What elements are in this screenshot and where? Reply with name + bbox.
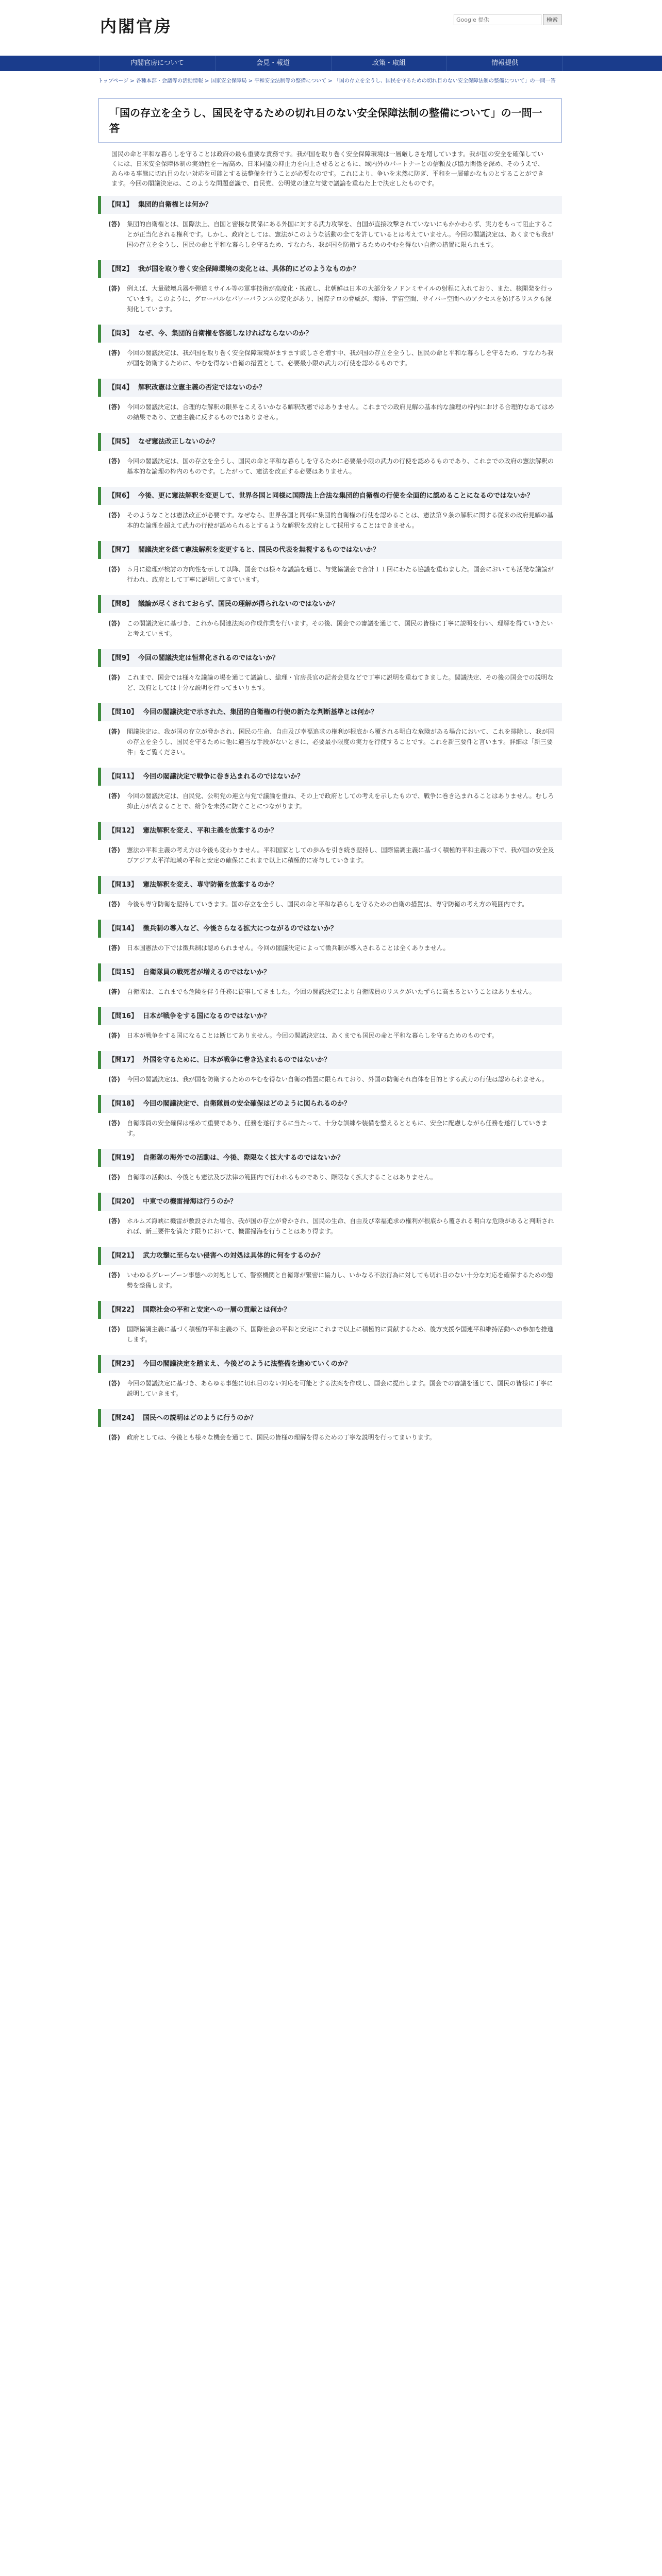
answer-label: (答) — [108, 1380, 120, 1387]
question-heading — [98, 433, 562, 451]
intro-text: 国民の命と平和な暮らしを守ることは政府の最も重要な責務です。我が国を取り巻く安全保障環境は一層厳しさを増しています。我が国の安全を確保していくには、日米安全保障体制の実効性を一層高め、日米同盟の抑止力を向上させるとともに、域内外のパートナーとの信頼及び協力関係を深め、そのうえで、あらゆる事態に切れ目のない対応を可能とする法整備を行うことが必要なのです。これにより、争いを未然に防ぎ、平和を一層確かなものとすることができます。今回の閣議決定は、このような問題意識で、自民党、公明党の連立与党で議論を重ねた上で決定したものです。 — [111, 150, 544, 187]
question-number: 【問24】 — [108, 1414, 138, 1422]
question-text: 議論が尽くされておらず、国民の理解が得られないのではないか？ — [138, 600, 339, 608]
question-text: 中東での機雷掃海は行うのか？ — [143, 1198, 237, 1206]
qa-item — [98, 1355, 562, 1405]
answer — [98, 613, 562, 645]
answer — [98, 1427, 562, 1449]
question-number: 【問18】 — [108, 1100, 138, 1108]
answer — [98, 1069, 562, 1091]
qa-item — [98, 196, 562, 256]
question-heading — [98, 541, 562, 559]
qa-item — [98, 920, 562, 959]
qa-item — [98, 1051, 562, 1091]
answer-text: 憲法の平和主義の考え方は今後も変わりません。平和国家としての歩みを引き続き堅持し、国際協調主義に基づく積極的平和主義の下で、我が国の安全及びアジア太平洋地域の平和と安定の確保にこれまで以上に積極的に寄与していきます。 — [127, 846, 554, 864]
answer-label: (答) — [108, 901, 120, 908]
question-heading — [98, 1193, 562, 1211]
question-text: 国際社会の平和と安定への一層の貢献とは何か？ — [143, 1306, 291, 1314]
question-number: 【問16】 — [108, 1012, 138, 1020]
question-text: 憲法解釈を変え、専守防衛を放棄するのか？ — [143, 881, 277, 889]
answer — [98, 343, 562, 375]
question-text: なぜ憲法改正しないのか？ — [138, 438, 219, 446]
answer-text: 日本が戦争をする国になることは断じてありません。今回の閣議決定は、あくまでも国民の命と平和な暮らしを守るためのものです。 — [127, 1032, 498, 1039]
answer-label: (答) — [108, 221, 120, 228]
answer-text: 自衛隊員の安全確保は極めて重要であり、任務を遂行するに当たって、十分な訓練や装備を整えるとともに、安全に配慮しながら任務を遂行していきます。 — [127, 1120, 548, 1137]
answer — [98, 397, 562, 429]
question-heading — [98, 595, 562, 613]
question-text: 集団的自衛権とは何か？ — [138, 201, 212, 209]
question-number: 【問21】 — [108, 1252, 138, 1260]
answer-label: (答) — [108, 988, 120, 995]
answer-label: (答) — [108, 349, 120, 357]
question-number: 【問11】 — [108, 773, 138, 781]
question-text: 今回の閣議決定は恒常化されるのではないか？ — [138, 654, 279, 662]
answer — [98, 214, 562, 256]
answer-text: 日本国憲法の下では徴兵制は認められません。今回の閣議決定によって徴兵制が導入されることは全くありません。 — [127, 944, 450, 952]
question-number: 【問6】 — [108, 492, 134, 500]
question-text: なぜ、今、集団的自衛権を容認しなければならないのか？ — [138, 330, 312, 337]
question-number: 【問10】 — [108, 708, 138, 716]
question-text: 自衛隊の海外での活動は、今後、際限なく拡大するのではないか？ — [143, 1154, 344, 1162]
question-text: 今後、更に憲法解釈を変更して、世界各国と同様に国際法上合法な集団的自衛権の行使を全面的に認めることになるのではないか？ — [138, 492, 534, 500]
qa-item — [98, 703, 562, 764]
qa-item — [98, 1409, 562, 1449]
answer-label: (答) — [108, 1076, 120, 1083]
question-number: 【問23】 — [108, 1360, 138, 1368]
search-form — [454, 14, 561, 25]
answer — [98, 981, 562, 1003]
answer-label: (答) — [108, 846, 120, 854]
question-text: 我が国を取り巻く安全保障環境の変化とは、具体的にどのようなものか？ — [138, 265, 360, 273]
question-number: 【問5】 — [108, 438, 134, 446]
qa-item — [98, 768, 562, 818]
answer — [98, 938, 562, 959]
answer — [98, 505, 562, 537]
global-nav — [0, 56, 662, 71]
answer — [98, 451, 562, 483]
answer-text: これまで、国会では様々な議論の場を通じて議論し、総理・官房長官の記者会見などで丁寧に説明を重ねてきました。閣議決定、その後の国会での説明など、政府としては十分な説明を行ってまいります。 — [127, 674, 554, 691]
answer-label: (答) — [108, 1217, 120, 1225]
question-heading — [98, 768, 562, 786]
qa-item — [98, 1301, 562, 1351]
question-text: 憲法解釈を変え、平和主義を放棄するのか？ — [143, 827, 277, 835]
question-heading — [98, 379, 562, 397]
answer-label: (答) — [108, 620, 120, 627]
answer — [98, 1373, 562, 1405]
answer-text: 今回の閣議決定に基づき、あらゆる事態に切れ目のない対応を可能とする法案を作成し、国会に提出します。国会での審議を通じて、国民の皆様に丁寧に説明していきます。 — [127, 1380, 553, 1397]
question-heading — [98, 325, 562, 343]
qa-item — [98, 1095, 562, 1145]
answer-label: (答) — [108, 1032, 120, 1039]
main-content — [98, 98, 562, 1449]
question-heading — [98, 487, 562, 505]
question-text: 今回の閣議決定で、自衛隊員の安全確保はどのように図られるのか？ — [143, 1100, 351, 1108]
search-button[interactable]: 検索 — [543, 14, 561, 25]
answer-label: (答) — [108, 512, 120, 519]
question-text: 日本が戦争をする国になるのではないか？ — [143, 1012, 271, 1020]
qa-item — [98, 595, 562, 645]
answer-text: 今回の閣議決定は、自民党、公明党の連立与党で議論を重ね、その上で政府としての考えを示したもので、戦争に巻き込まれることはありません。むしろ抑止力が高まることで、紛争を未然に防ぐことにつながります。 — [127, 792, 554, 810]
nav-item-press[interactable]: 会見・報道 — [216, 56, 332, 71]
question-number: 【問14】 — [108, 925, 138, 933]
question-text: 閣議決定を経て憲法解釈を変更すると、国民の代表を無視するものではないか？ — [138, 546, 380, 554]
answer-label: (答) — [108, 792, 120, 800]
question-heading — [98, 649, 562, 667]
answer-label: (答) — [108, 566, 120, 573]
qa-item — [98, 649, 562, 699]
answer — [98, 1319, 562, 1351]
answer-text: ５月に総理が検討の方向性を示して以降、国会では様々な議論を通じ、与党協議会で合計１１回にわたる協議を重ねました。国会においても活発な議論が行われ、政府として丁寧に説明してきています。 — [127, 566, 554, 583]
answer-label: (答) — [108, 285, 120, 292]
qa-item — [98, 1149, 562, 1189]
question-heading — [98, 1149, 562, 1167]
answer-text: 閣議決定は、我が国の存立が脅かされ、国民の生命、自由及び幸福追求の権利が根底から覆される明白な危険がある場合において、これを排除し、我が国の存立を全うし、国民を守るために他に適当な手段がないときに、必要最小限度の実力を行使することです。これを新三要件と言います。詳細は「新三要件」をご覧ください。 — [127, 728, 554, 756]
question-number: 【問9】 — [108, 654, 134, 662]
question-heading — [98, 260, 562, 278]
nav-item-about[interactable]: 内閣官房について — [99, 56, 216, 71]
answer-text: 今回の閣議決定は、我が国を防衛するためのやむを得ない自衛の措置に限られており、外国の防衛それ自体を目的とする武力の行使は認められません。 — [127, 1076, 548, 1083]
nav-item-info[interactable]: 情報提供 — [447, 56, 563, 71]
question-number: 【問8】 — [108, 600, 134, 608]
question-heading — [98, 822, 562, 840]
answer-text: 今回の閣議決定は、合理的な解釈の限界をこえるいかなる解釈改憲ではありません。これまでの政府見解の基本的な論理の枠内における合理的なあてはめの結果であり、立憲主義に反するものではありません。 — [127, 403, 554, 421]
answer — [98, 559, 562, 591]
answer — [98, 894, 562, 916]
question-heading — [98, 1247, 562, 1265]
answer-text: この閣議決定に基づき、これから関連法案の作成作業を行います。その後、国会での審議を通じて、国民の皆様に丁寧に説明を行い、理解を得ていきたいと考えています。 — [127, 620, 553, 637]
question-text: 徴兵制の導入など、今後さらなる拡大につながるのではないか？ — [143, 925, 337, 933]
question-heading — [98, 920, 562, 938]
question-number: 【問19】 — [108, 1154, 138, 1162]
question-number: 【問7】 — [108, 546, 134, 554]
answer-label: (答) — [108, 1120, 120, 1127]
qa-item — [98, 876, 562, 916]
question-text: 今回の閣議決定で戦争に巻き込まれるのではないか？ — [143, 773, 304, 781]
question-number: 【問17】 — [108, 1056, 138, 1064]
answer — [98, 1265, 562, 1297]
qa-item — [98, 1007, 562, 1047]
answer-label: (答) — [108, 1174, 120, 1181]
question-text: 国民への説明はどのように行うのか？ — [143, 1414, 257, 1422]
qa-item — [98, 260, 562, 320]
search-input[interactable] — [454, 14, 541, 25]
qa-item — [98, 487, 562, 537]
qa-item — [98, 822, 562, 872]
question-heading — [98, 1355, 562, 1373]
answer — [98, 840, 562, 872]
question-number: 【問20】 — [108, 1198, 138, 1206]
qa-item — [98, 1193, 562, 1243]
breadcrumb[interactable]: トップページ > 各種本部・会議等の活動情報 > 国家安全保障局 > 平和安全法制等の整備について > 「国の存立を全うし、国民を守るための切れ目のない安全保障法制の整備について」の一問一答 — [98, 78, 556, 84]
answer-text: 今回の閣議決定は、我が国を取り巻く安全保障環境がますます厳しさを増す中、我が国の存立を全うし、国民の命と平和な暮らしを守るため、すなわち我が国を防衛するために、やむを得ない自衛の措置として、必要最小限の武力の行使を認めるものです。 — [127, 349, 554, 367]
qa-item — [98, 541, 562, 591]
qa-item — [98, 325, 562, 375]
question-heading — [98, 703, 562, 721]
answer — [98, 1113, 562, 1145]
question-number: 【問1】 — [108, 201, 134, 209]
answer — [98, 667, 562, 699]
answer-label: (答) — [108, 1326, 120, 1333]
answer-label: (答) — [108, 674, 120, 681]
question-text: 今回の閣議決定で示された、集団的自衛権の行使の新たな判断基準とは何か？ — [143, 708, 378, 716]
answer — [98, 1025, 562, 1047]
page-title: 「国の存立を全うし、国民を守るための切れ目のない安全保障法制の整備について」の一問一答 — [98, 98, 562, 143]
site-logo[interactable]: 内閣官房 — [100, 16, 173, 36]
answer — [98, 721, 562, 764]
answer-label: (答) — [108, 728, 120, 735]
question-heading — [98, 1301, 562, 1319]
question-text: 外国を守るために、日本が戦争に巻き込まれるのではないか？ — [143, 1056, 331, 1064]
global-nav-inner — [99, 56, 563, 71]
answer-text: いわゆるグレーゾーン事態への対処として、警察機関と自衛隊が緊密に協力し、いかなる不法行為に対しても切れ目のない十分な対応を確保するための態勢を整備します。 — [127, 1272, 554, 1289]
answer-label: (答) — [108, 1272, 120, 1279]
answer-text: 自衛隊の活動は、今後とも憲法及び法律の範囲内で行われるものであり、際限なく拡大することはありません。 — [127, 1174, 437, 1181]
question-heading — [98, 1409, 562, 1427]
question-number: 【問12】 — [108, 827, 138, 835]
answer-text: 今後も専守防衛を堅持していきます。国の存立を全うし、国民の命と平和な暮らしを守るための自衛の措置は、専守防衛の考え方の範囲内です。 — [127, 901, 528, 908]
question-heading — [98, 963, 562, 981]
answer-text: 政府としては、今後とも様々な機会を通じて、国民の皆様の理解を得るための丁寧な説明を行ってまいります。 — [127, 1434, 436, 1441]
answer-text: 例えば、大量破壊兵器や弾道ミサイル等の軍事技術が高度化・拡散し、北朝鮮は日本の大部分をノドンミサイルの射程に入れており、また、核開発を行っています。このように、グローバルなパワーバランスの変化があり、国際テロの脅威が、海洋、宇宙空間、サイバー空間へのアクセスを妨げるリスクも深刻化しています。 — [127, 285, 553, 313]
question-number: 【問22】 — [108, 1306, 138, 1314]
qa-list — [98, 196, 562, 1449]
question-heading — [98, 1095, 562, 1113]
answer-text: そのようなことは憲法改正が必要です。なぜなら、世界各国と同様に集団的自衛権の行使を認めることは、憲法第９条の解釈に関する従来の政府見解の基本的な論理を超えて武力の行使が認められるとするような解釈を政府として採用することはできません。 — [127, 512, 554, 529]
qa-item — [98, 963, 562, 1003]
answer-label: (答) — [108, 403, 120, 411]
answer-label: (答) — [108, 457, 120, 465]
answer-text: 国際協調主義に基づく積極的平和主義の下、国際社会の平和と安定にこれまで以上に積極的に貢献するため、後方支援や国連平和維持活動への参加を推進します。 — [127, 1326, 554, 1343]
answer-text: ホルムズ海峡に機雷が敷設された場合、我が国の存立が脅かされ、国民の生命、自由及び幸福追求の権利が根底から覆される明白な危険があると判断されれば、新三要件を満たす限りにおいて、機雷掃海を行うことはあり得ます。 — [127, 1217, 554, 1235]
question-number: 【問4】 — [108, 384, 134, 392]
qa-item — [98, 433, 562, 483]
answer — [98, 1211, 562, 1243]
answer — [98, 1167, 562, 1189]
answer-text: 今回の閣議決定は、国の存立を全うし、国民の命と平和な暮らしを守るために必要最小限の武力の行使を認めるものであり、これまでの政府の憲法解釈の基本的な論理の枠内のものです。したがって、憲法を改正する必要はありません。 — [127, 457, 554, 475]
question-text: 武力攻撃に至らない侵害への対処は具体的に何をするのか？ — [143, 1252, 324, 1260]
question-heading — [98, 1051, 562, 1069]
answer — [98, 786, 562, 818]
question-text: 自衛隊員の戦死者が増えるのではないか？ — [143, 969, 271, 976]
question-text: 解釈改憲は立憲主義の否定ではないのか？ — [138, 384, 266, 392]
answer-label: (答) — [108, 1434, 120, 1441]
question-number: 【問15】 — [108, 969, 138, 976]
question-heading — [98, 196, 562, 214]
question-number: 【問3】 — [108, 330, 134, 337]
question-text: 今回の閣議決定を踏まえ、今後どのように法整備を進めていくのか？ — [143, 1360, 351, 1368]
qa-item — [98, 1247, 562, 1297]
question-number: 【問13】 — [108, 881, 138, 889]
nav-item-policy[interactable]: 政策・取組 — [332, 56, 448, 71]
answer-text: 自衛隊は、これまでも危険を伴う任務に従事してきました。今回の閣議決定により自衛隊員のリスクがいたずらに高まるということはありません。 — [127, 988, 536, 995]
answer-label: (答) — [108, 944, 120, 952]
qa-item — [98, 379, 562, 429]
question-heading — [98, 1007, 562, 1025]
question-number: 【問2】 — [108, 265, 134, 273]
question-heading — [98, 876, 562, 894]
answer-text: 集団的自衛権とは、国際法上、自国と密接な関係にある外国に対する武力攻撃を、自国が直接攻撃されていないにもかかわらず、実力をもって阻止することが正当化される権利です。しかし、政府としては、憲法がこのような活動の全てを許しているとは考えていません。今回の閣議決定は、あくまでも我が国の存立を全うし、国民の命と平和な暮らしを守るため、すなわち、我が国を防衛するためのやむを得ない自衛の措置に限られます。 — [127, 221, 554, 248]
site-header — [0, 0, 662, 56]
answer — [98, 278, 562, 320]
